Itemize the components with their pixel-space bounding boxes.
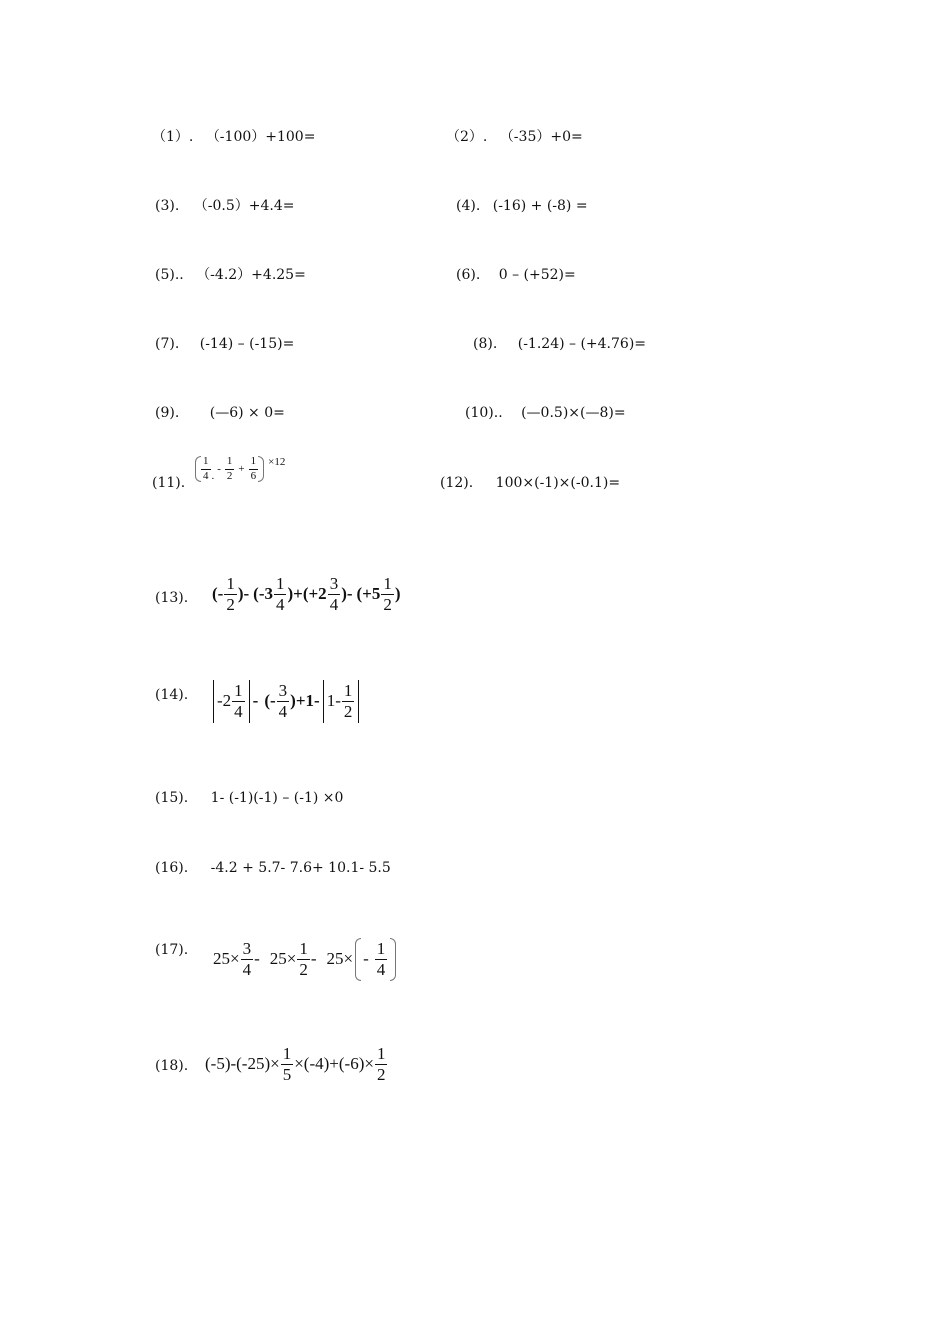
fraction-numerator: 1: [282, 1044, 292, 1063]
absolute-value: [323, 680, 360, 723]
expr-part: -: [310, 949, 317, 969]
problem-12: [440, 476, 620, 490]
fraction-denominator: 2: [226, 594, 235, 614]
expr-part: 25×: [326, 949, 354, 969]
problem-4-label: (4).: [456, 198, 481, 214]
problem-2: [446, 130, 583, 144]
fraction-denominator: 4: [203, 469, 209, 482]
fraction-denominator: 4: [242, 959, 252, 979]
fraction-numerator: 1: [383, 574, 392, 593]
problem-3-expression: （-0.5）+4.4=: [193, 198, 295, 214]
problem-2-expression: （-35）+0=: [499, 129, 583, 145]
problem-13-expression: [212, 575, 401, 614]
problem-7: [155, 337, 294, 351]
problem-10: [465, 406, 626, 420]
problem-12-expression: 100×(-1)×(-0.1)=: [495, 475, 621, 491]
expr-part: (-3: [253, 584, 273, 604]
fraction-denominator: 2: [383, 594, 392, 614]
problem-9: [155, 406, 285, 420]
problem-13-label: (13).: [155, 590, 189, 606]
problem-17-label: (17).: [155, 942, 189, 958]
problem-6: [456, 268, 576, 282]
problem-1: [152, 130, 315, 144]
problem-1-expression: （-100）+100=: [205, 129, 316, 145]
fraction-numerator: 1: [376, 1044, 386, 1063]
problem-6-expression: 0 – (+52)=: [498, 267, 576, 283]
expr-part: )+1-: [290, 691, 320, 711]
problem-14-label: (14).: [155, 687, 189, 703]
fraction-denominator: 4: [234, 701, 243, 721]
problem-17-parenthesis: [357, 938, 394, 981]
problem-4-expression: (-16) + (-8) =: [492, 198, 588, 214]
expr-part: 25×: [213, 949, 240, 969]
expr-part: )-: [237, 584, 250, 604]
fraction-numerator: 3: [242, 939, 252, 958]
problem-7-label: (7).: [155, 336, 180, 352]
fraction-numerator: 1: [275, 574, 285, 593]
problem-18-expression: [205, 1045, 388, 1084]
minus-sign: -: [217, 463, 221, 475]
problem-15: [155, 791, 343, 805]
problem-16: [155, 861, 391, 875]
expr-part: (-: [264, 691, 276, 711]
fraction-numerator: 1: [299, 939, 308, 958]
fraction-denominator: 4: [278, 701, 288, 721]
fraction-numerator: 1: [226, 454, 233, 467]
problem-11-parenthesis: [197, 456, 262, 482]
problem-5: [155, 268, 306, 282]
fraction-numerator: 3: [278, 681, 288, 700]
expr-part: 25×: [269, 949, 297, 969]
problem-8: [473, 337, 646, 351]
problem-11-expression: [197, 452, 285, 486]
fraction-numerator: 1: [226, 574, 235, 593]
fraction-denominator: 2: [299, 959, 308, 979]
expr-part: ): [394, 584, 401, 604]
problem-15-expression: 1- (-1)(-1) – (-1) ×0: [210, 790, 344, 806]
problem-17-expression: [213, 938, 394, 981]
fraction-numerator: 1: [250, 454, 257, 467]
problem-11-tail: ×12: [268, 456, 286, 468]
problem-18-label: (18).: [155, 1058, 189, 1074]
fraction-denominator: 5: [282, 1064, 292, 1084]
problem-5-label: (5)..: [155, 267, 184, 283]
problem-6-label: (6).: [456, 267, 481, 283]
expr-part: )+(+2: [287, 584, 327, 604]
fraction-denominator: 2: [343, 701, 353, 721]
problem-11-label: (11).: [152, 475, 186, 491]
fraction-denominator: 4: [329, 594, 339, 614]
fraction-denominator: 2: [376, 1064, 386, 1084]
problem-10-expression: (—0.5)×(—8)=: [521, 405, 626, 421]
expr-part: (-5)-(-25)×: [205, 1054, 280, 1074]
expr-part: )-: [341, 584, 353, 604]
fraction-denominator: 4: [275, 594, 285, 614]
plus-sign: +: [238, 463, 245, 475]
problem-11-dot: .: [211, 470, 215, 482]
problem-12-label: (12).: [440, 475, 474, 491]
problem-1-label: （1）.: [152, 129, 194, 145]
problem-16-expression: -4.2 + 5.7- 7.6+ 10.1- 5.5: [210, 860, 391, 876]
fraction-numerator: 1: [376, 939, 386, 958]
problem-15-label: (15).: [155, 790, 189, 806]
problem-5-expression: （-4.2）+4.25=: [196, 267, 306, 283]
fraction-numerator: 1: [234, 681, 243, 700]
problem-9-expression: (—6) × 0=: [209, 405, 285, 421]
absolute-value: [213, 680, 250, 723]
problem-16-label: (16).: [155, 860, 189, 876]
problem-7-expression: (-14) – (-15)=: [199, 336, 295, 352]
fraction-numerator: 1: [343, 681, 353, 700]
fraction-numerator: 1: [203, 454, 209, 467]
expr-part: -2: [217, 691, 232, 711]
expr-part: -: [254, 949, 260, 969]
problem-10-label: (10)..: [465, 405, 503, 421]
problem-2-label: （2）.: [446, 129, 488, 145]
fraction-denominator: 4: [376, 959, 386, 979]
expr-part: (-: [212, 584, 224, 604]
fraction-denominator: 2: [226, 469, 233, 482]
fraction-numerator: 3: [329, 574, 339, 593]
fraction-denominator: 6: [250, 469, 257, 482]
problem-9-label: (9).: [155, 405, 180, 421]
problem-14-expression: [210, 680, 362, 723]
expr-part: (+5: [356, 584, 381, 604]
expr-part: -: [252, 691, 259, 711]
problem-8-expression: (-1.24) – (+4.76)=: [517, 336, 647, 352]
expr-part: ×(-4)+(-6)×: [294, 1054, 374, 1074]
problem-3: [155, 199, 294, 213]
problem-8-label: (8).: [473, 336, 498, 352]
expr-part: -: [363, 949, 369, 969]
problem-3-label: (3).: [155, 198, 180, 214]
expr-part: 1-: [326, 691, 341, 711]
problem-4: [456, 199, 588, 213]
